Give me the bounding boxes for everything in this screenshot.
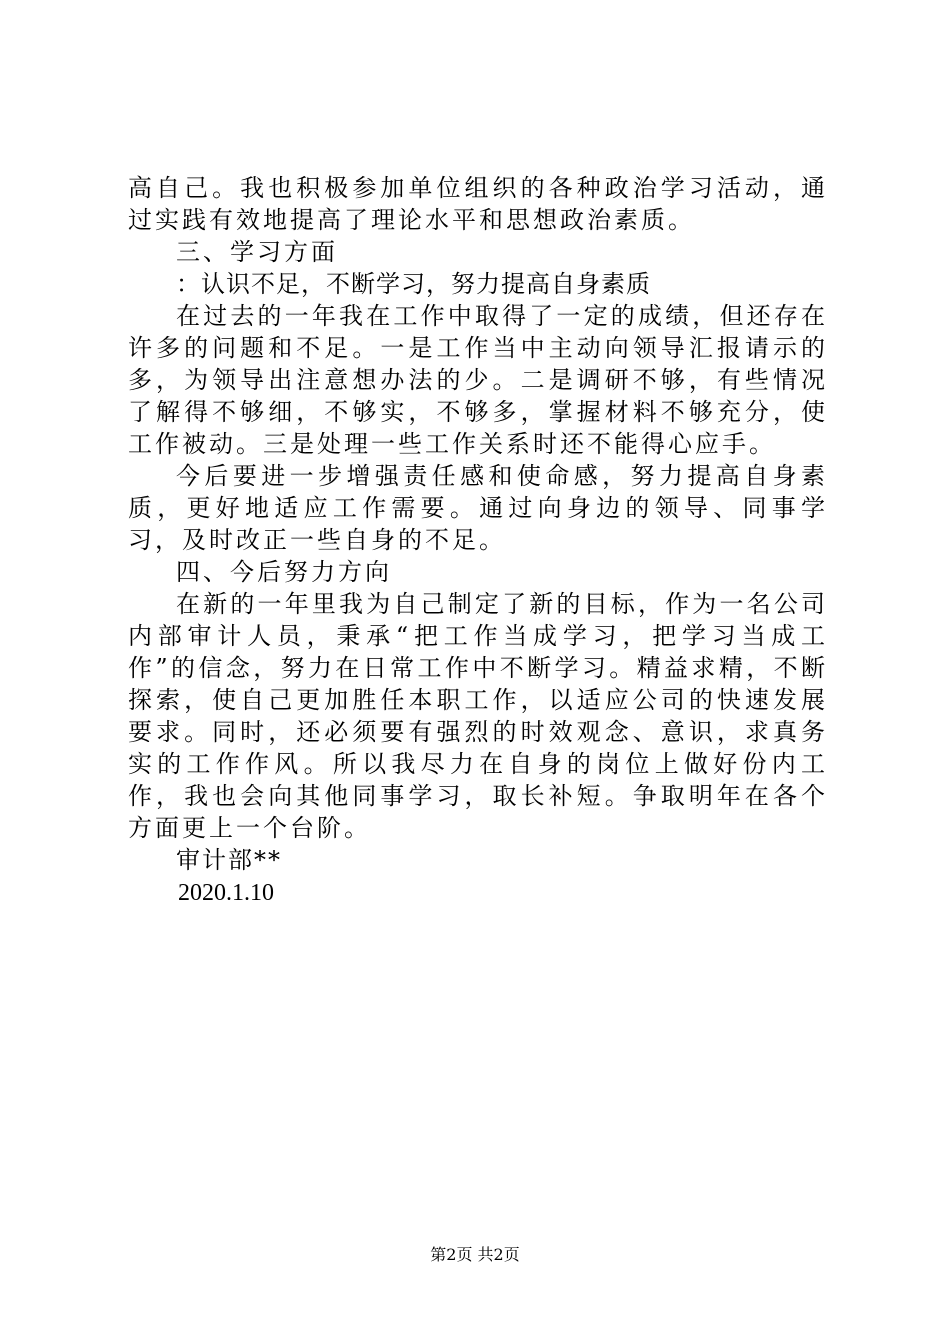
section-heading-study: 三、学习方面 [176,238,338,266]
page-footer [0,1245,950,1265]
paragraph-improvement: 今后要进一步增强责任感和使命感，努力提高自身素质，更好地适应工作需要。通过向身边的领导、同事学习，及时改正一些自身的不足。 [128,462,828,554]
paragraph-shortcomings: 在过去的一年我在工作中取得了一定的成绩，但还存在许多的问题和不足。一是工作当中主动向领导汇报请示的多，为领导出注意想办法的少。二是调研不够，有些情况了解得不够细，不够实，不够多，掌握材料不够充分，使工作被动。三是处理一些工作关系时还不能得心应手。 [128,302,828,458]
page-number: 第2页 共2页 [430,1245,520,1264]
paragraph-continuation: 高自己。我也积极参加单位组织的各种政治学习活动，通过实践有效地提高了理论水平和思想政治素质。 [128,174,828,234]
paragraph-goals: 在新的一年里我为自己制定了新的目标，作为一名公司内部审计人员，秉承“把工作当成学习，把学习当成工作”的信念，努力在日常工作中不断学习。精益求精，不断探索，使自己更加胜任本职工作，以适应公司的快速发展要求。同时，还必须要有强烈的时效观念、意识，求真务实的工作作风。所以我尽力在自身的岗位上做好份内工作，我也会向其他同事学习，取长补短。争取明年在各个方面更上一个台阶。 [128,590,828,842]
subheading-study: ：认识不足，不断学习，努力提高自身素质 [176,270,651,298]
date: 2020.1.10 [178,880,274,906]
section-heading-direction: 四、今后努力方向 [176,558,392,586]
signature: 审计部** [176,846,282,874]
document-body [128,172,828,910]
